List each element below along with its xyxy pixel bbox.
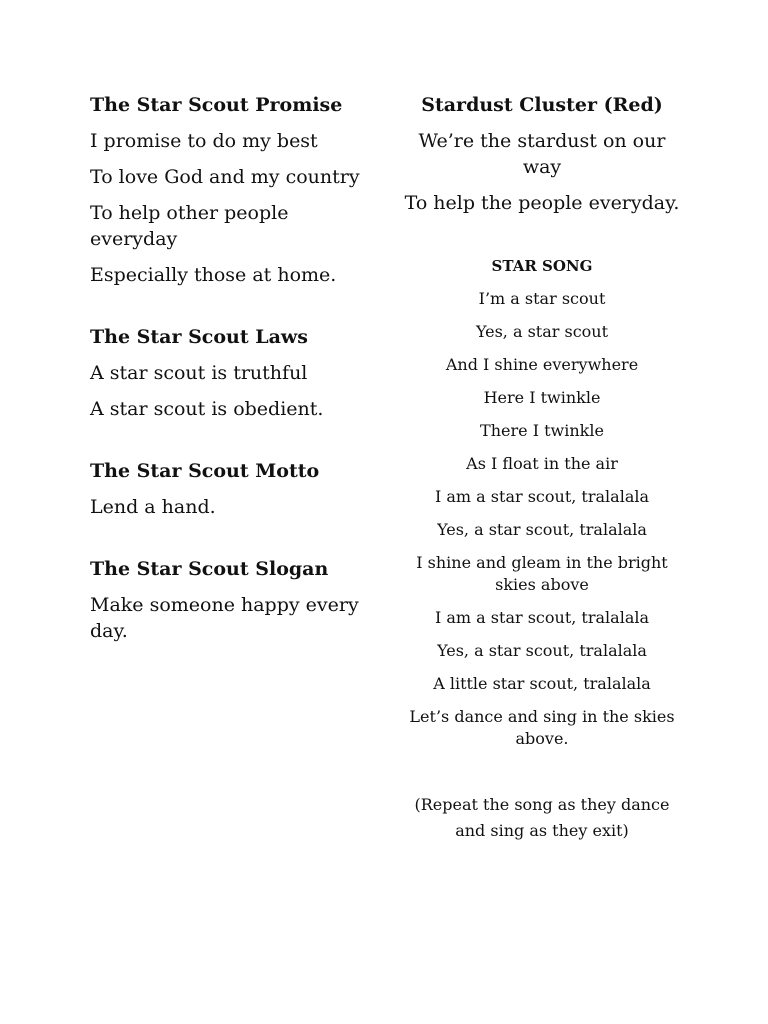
laws-title: The Star Scout Laws: [90, 326, 308, 348]
cluster-line: To help the people everyday.: [404, 192, 680, 214]
slogan-section: [90, 556, 380, 644]
motto-section: [90, 458, 380, 520]
song-line: Let’s dance and sing in the skies above.: [409, 707, 675, 748]
song-line: I’m a star scout: [478, 289, 606, 308]
promise-title: The Star Scout Promise: [90, 94, 343, 116]
laws-section: [90, 324, 380, 422]
song-line: There I twinkle: [480, 421, 604, 440]
song-line: Yes, a star scout, tralalala: [437, 641, 647, 660]
slogan-title: The Star Scout Slogan: [90, 558, 329, 580]
song-section: [402, 256, 682, 844]
promise-line: I promise to do my best: [90, 130, 318, 152]
song-line: As I float in the air: [466, 454, 618, 473]
law-line: A star scout is truthful: [90, 362, 308, 384]
slogan-line: Make someone happy every day.: [90, 594, 359, 642]
song-note: (Repeat the song as they dance and sing as they exit): [414, 795, 670, 840]
promise-line: To love God and my country: [90, 166, 360, 188]
cluster-section: [402, 92, 682, 216]
motto-line: Lend a hand.: [90, 496, 216, 518]
right-column: [402, 92, 682, 844]
song-line: Yes, a star scout: [475, 322, 609, 341]
song-line: Yes, a star scout, tralalala: [437, 520, 647, 539]
promise-section: [90, 92, 380, 288]
song-line: I am a star scout, tralalala: [434, 487, 650, 506]
song-title: STAR SONG: [491, 257, 593, 275]
cluster-title: Stardust Cluster (Red): [421, 94, 663, 116]
promise-line: Especially those at home.: [90, 264, 337, 286]
promise-line: To help other people everyday: [90, 202, 289, 250]
song-line: And I shine everywhere: [445, 355, 639, 374]
law-line: A star scout is obedient.: [90, 398, 324, 420]
cluster-line: We’re the stardust on our way: [418, 130, 666, 178]
motto-title: The Star Scout Motto: [90, 460, 320, 482]
left-column: [90, 92, 380, 680]
song-line: A little star scout, tralalala: [433, 674, 651, 693]
song-line: I shine and gleam in the bright skies above: [416, 553, 668, 594]
song-line: Here I twinkle: [483, 388, 601, 407]
song-line: I am a star scout, tralalala: [434, 608, 650, 627]
